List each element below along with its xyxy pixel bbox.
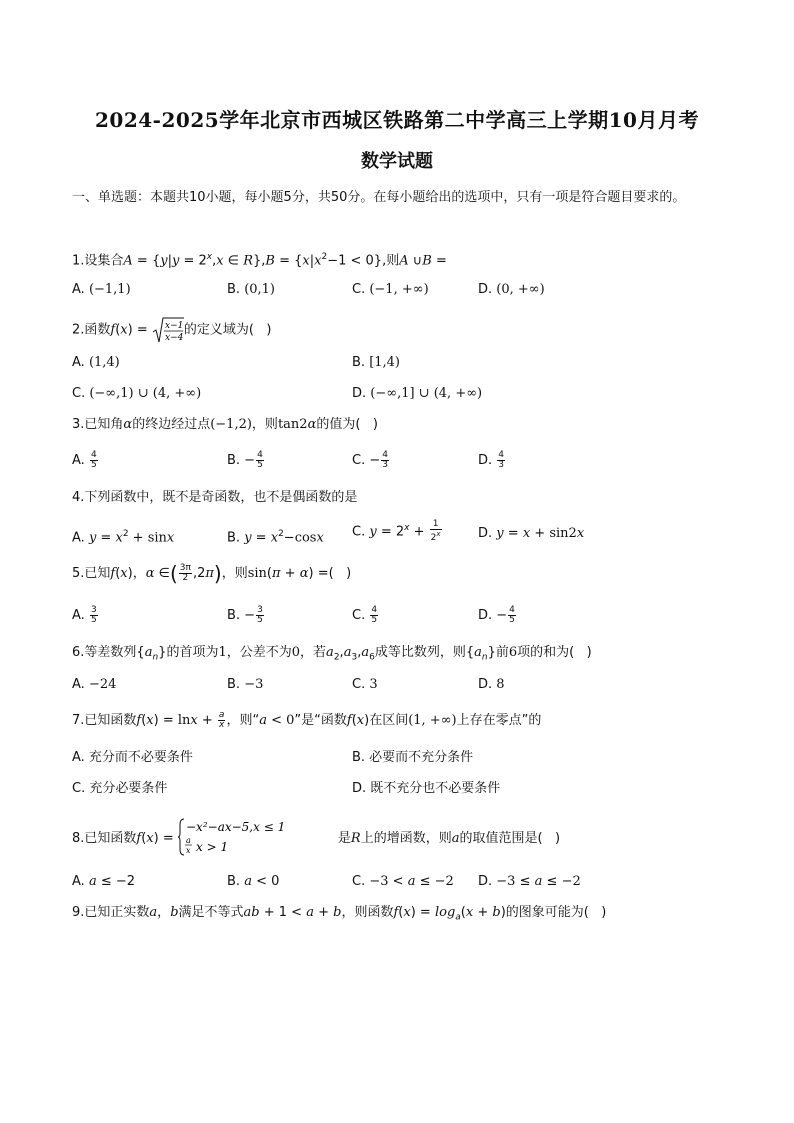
question-4-option-b: B. $y = x^2-\cos x$ [227,529,324,546]
question-5-option-d: D. − $\frac{4}{5}$ [478,605,515,625]
question-2-option-b: B. [1,4) [352,355,401,370]
question-2-option-d: D. (−∞,1] ∪ (4, +∞) [352,386,483,401]
question-5-stem: 5.已知f(x)，α ∈( $\frac{3\pi}{2}$ ,2π)，则sin(π + α) =( ) [72,561,352,586]
question-3-option-b: B. − $\frac{4}{5}$ [227,450,263,470]
question-7-option-c: C. 充分必要条件 [72,781,168,796]
question-1-option-c: C. (−1, +∞) [352,282,429,297]
question-1-option-d: D. (0, +∞) [478,282,545,297]
svg-text:a: a [185,836,191,845]
question-9-stem: 9.已知正实数a，b满足不等式ab + 1 < a + b，则函数$f(x) = \log_a(x + b)$的图象可能为( ) [72,905,607,923]
question-8-option-b: B. a < 0 [227,874,280,889]
question-7-option-b: B. 必要而不充分条件 [352,750,474,765]
question-1-option-b: B. (0,1) [227,282,276,297]
question-2-stem: 2.函数f(x) = x−1 x−4 的定义域为( ) [72,316,271,344]
question-8-option-c: C. −3 < a ≤ −2 [352,874,454,889]
sqrt-symbol [152,316,184,344]
question-4-option-d: D. y = x + sin2x [478,526,585,541]
question-6-option-b: B. −3 [227,677,264,692]
question-8-stem: 8.已知函数f(x) = −x²−ax−5,x ≤ 1 a x x > 1 是R上的增函数，则a的取值范围是( ) [72,817,560,860]
question-3-stem: 3.已知角α的终边经过点(−1,2)，则tan2α的值为( ) [72,417,378,432]
question-3-option-a: A. $\frac{4}{5}$ [72,450,97,470]
question-3-option-c: C. − $\frac{4}{3}$ [352,450,388,470]
question-4-option-a: A. $y = x^2 + \sin x$ [72,529,175,546]
question-1-stem: 1.设集合$A = \{y|y = 2^x,x$ ∈ $R\},B = \{x|x^2-1 < 0\}$,则A ∪B = [72,252,447,269]
section-header: 一、单选题：本题共10小题，每小题5分，共50分。在每小题给出的选项中，只有一项是符合题目要求的。 [72,190,686,205]
question-7-option-a: A. 充分而不必要条件 [72,750,193,765]
question-6-option-a: A. −24 [72,677,117,692]
question-1-option-a: A. (−1,1) [72,282,131,297]
question-4-option-c: C. $y = 2^x$ + $\frac{1}{2^x}$ [352,519,441,544]
page-subtitle: 数学试题 [361,151,433,172]
question-5-option-a: A. $\frac{3}{5}$ [72,605,97,625]
svg-text:−x²−ax−5,x ≤ 1: −x²−ax−5,x ≤ 1 [185,820,286,834]
question-6-option-d: D. 8 [478,677,505,692]
piecewise-brace [178,817,338,860]
question-3-option-d: D. $\frac{4}{3}$ [478,450,505,470]
question-7-option-d: D. 既不充分也不必要条件 [352,781,501,796]
page-title: 2024-2025学年北京市西城区铁路第二中学高三上学期10月月考 [95,108,699,132]
question-5-option-b: B. − $\frac{3}{5}$ [227,605,263,625]
question-6-option-c: C. 3 [352,677,378,692]
svg-text:x−4: x−4 [164,333,184,343]
question-7-stem: 7.已知函数f(x) = lnx + $\frac{a}{x}$ ，则“a < 0”是“函数f(x)在区间(1, +∞)上存在零点”的 [72,710,542,730]
question-5-option-c: C. $\frac{4}{5}$ [352,605,378,625]
svg-text:x: x [185,846,191,855]
question-2-option-a: A. (1,4) [72,355,120,370]
question-8-option-d: D. −3 ≤ a ≤ −2 [478,874,581,889]
question-4-stem: 4.下列函数中，既不是奇函数，也不是偶函数的是 [72,490,358,505]
question-6-stem: 6.等差数列$\{a_n\}$的首项为1，公差不为0，若$a_2,a_3,a_6$成等比数列，则$\{a_n\}$前6项的和为( ) [72,645,592,663]
svg-text:x > 1: x > 1 [195,840,228,854]
svg-text:x−1: x−1 [164,321,184,331]
question-2-option-c: C. (−∞,1) ∪ (4, +∞) [72,386,202,401]
question-8-option-a: A. a ≤ −2 [72,874,136,889]
